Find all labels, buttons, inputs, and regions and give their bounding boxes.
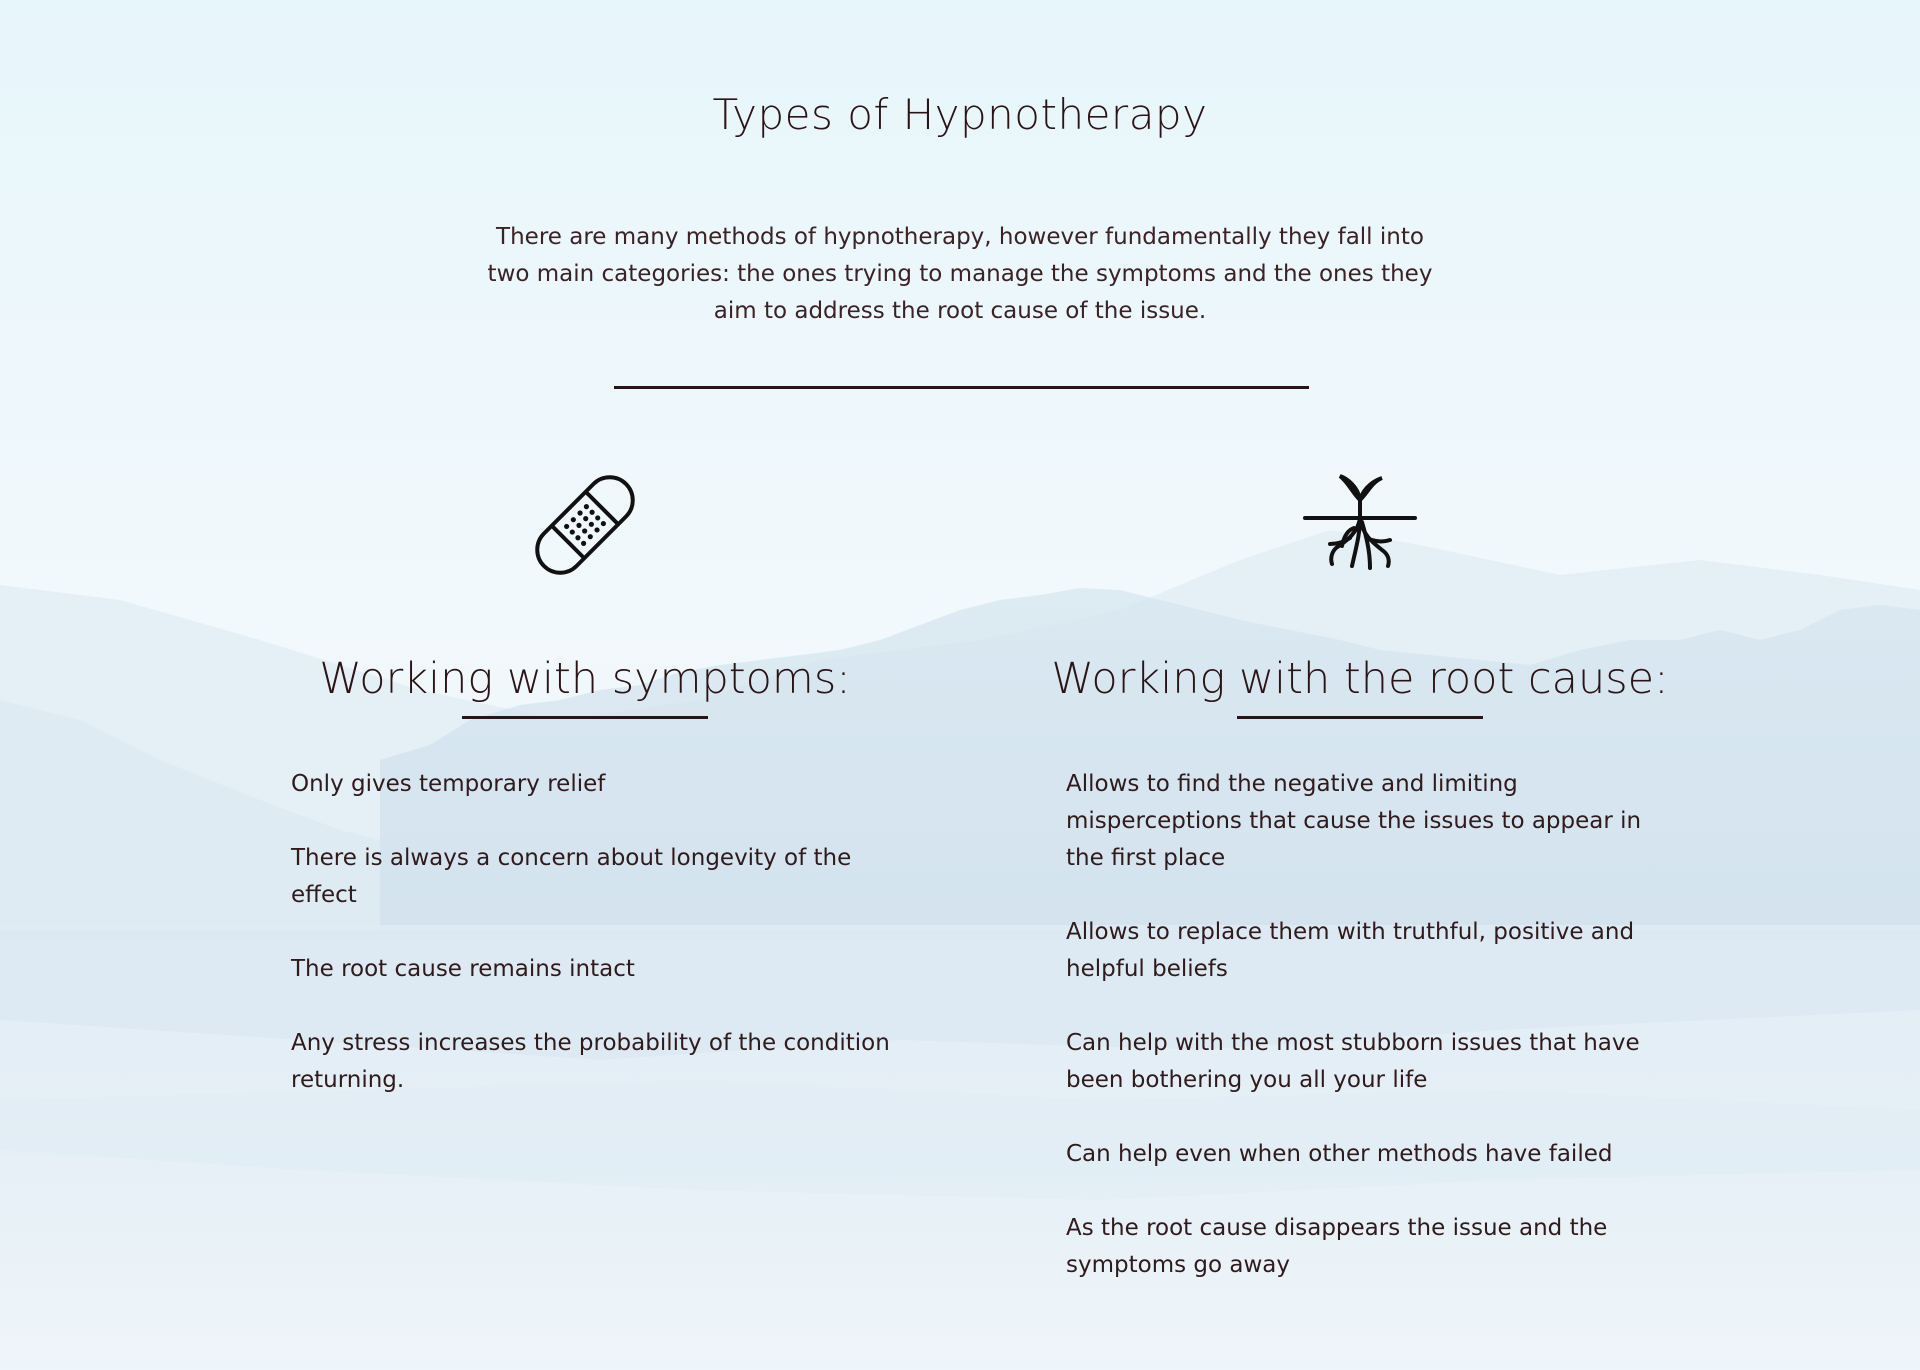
list-item: Can help with the most stubborn issues that have been bothering you all your life [1066,1030,1640,1093]
list-item: Only gives temporary relief [291,771,606,797]
root-cause-list [1066,766,1686,1321]
intro-text: There are many methods of hypnotherapy, however fundamentally they fall into two main categories: the ones trying to manage the symptoms and the ones they aim to address the root cause of the issue. [487,224,1433,324]
root-cause-divider [1237,716,1483,719]
symptoms-list [291,766,891,1136]
list-item: There is always a concern about longevity of the effect [291,845,852,908]
list-item: Any stress increases the probability of the condition returning. [291,1030,890,1093]
list-item: As the root cause disappears the issue and the symptoms go away [1066,1215,1608,1278]
section-divider [614,386,1309,389]
plant-roots-icon [1300,470,1420,580]
symptoms-heading: Working with symptoms: [319,653,851,704]
list-item: Allows to replace them with truthful, positive and helpful beliefs [1066,919,1635,982]
root-cause-heading: Working with the root cause: [1051,653,1669,704]
list-item: The root cause remains intact [291,956,635,982]
bandage-icon [525,470,645,580]
page-title: Types of Hypnotherapy [712,90,1208,140]
symptoms-divider [462,716,708,719]
list-item: Allows to find the negative and limiting misperceptions that cause the issues to appear in the first place [1066,771,1642,871]
list-item: Can help even when other methods have failed [1066,1141,1613,1167]
